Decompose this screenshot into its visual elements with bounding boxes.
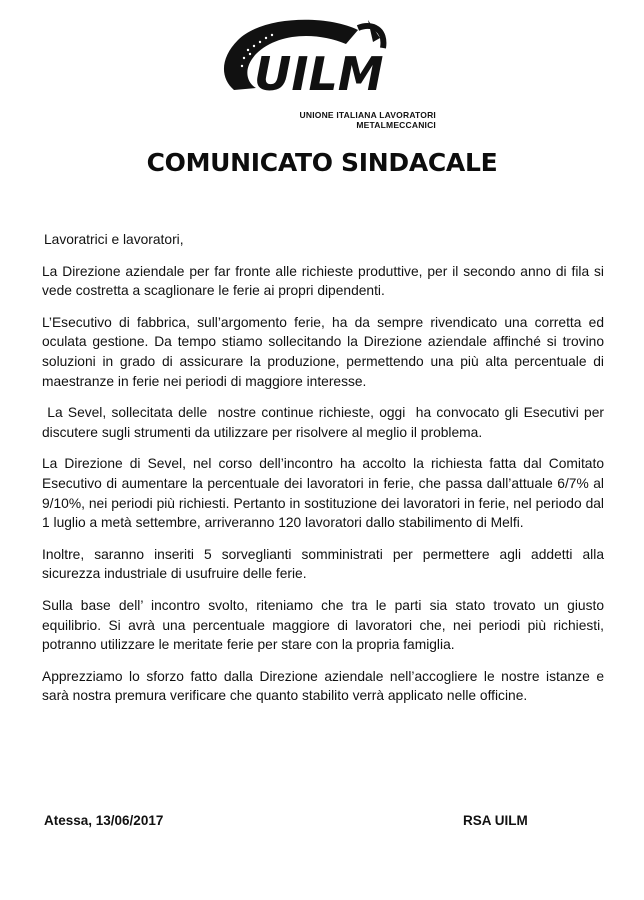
logo-subtitle <box>260 110 436 130</box>
paragraph: La Direzione aziendale per far fronte alle richieste produttive, per il secondo anno di fila si vede costretta a scaglionare le ferie ai propri dipendenti. <box>42 263 604 299</box>
logo-subtitle-line2: METALMECCANICI <box>356 120 436 130</box>
uilm-logo <box>208 10 438 130</box>
paragraph: L’Esecutivo di fabbrica, sull’argomento ferie, ha da sempre rivendicato una corretta ed oculata gestione. Da tempo stiamo sollecitando la Direzione aziendale affinché si trovino soluzioni in grado di assicurare la produzione, permettendo una più alta percentuale di maestranze in ferie nei periodi di maggiore interesse. <box>42 314 604 389</box>
uilm-logo-mark <box>208 10 438 110</box>
paragraph: La Direzione di Sevel, nel corso dell’incontro ha accolto la richiesta fatta dal Comitato Esecutivo di aumentare la percentuale dei lavoratori in ferie, che passa dall’attuale 6/7% al 9/10%, nei periodi più richiesti. Pertanto in sostituzione dei lavoratori in ferie, nel periodo dal 1 luglio a metà settembre, arriveranno 120 lavoratori dallo stabilimento di Melfi. <box>42 456 604 531</box>
paragraph: Sulla base dell’ incontro svolto, riteniamo che tra le parti sia stato trovato un giusto equilibrio. Si avrà una percentuale maggiore di lavoratori che, nei periodi più richiesti, potranno utilizzare le meritate ferie per stare con la propria famiglia. <box>42 597 604 653</box>
salutation: Lavoratrici e lavoratori, <box>44 232 184 247</box>
signature: RSA UILM <box>463 813 528 828</box>
place-date: Atessa, 13/06/2017 <box>44 813 164 828</box>
paragraph: La Sevel, sollecitata delle nostre continue richieste, oggi ha convocato gli Esecutivi per discutere sugli strumenti da utilizzare per risolvere al meglio il problema. <box>42 405 608 440</box>
logo-brand-text: UILM <box>254 47 384 101</box>
logo-subtitle-line1: UNIONE ITALIANA LAVORATORI <box>299 110 436 120</box>
document-title: COMUNICATO SINDACALE <box>146 148 498 177</box>
paragraph: Apprezziamo lo sforzo fatto dalla Direzione aziendale nell’accogliere le nostre istanze e sarà nostra premura verificare che quanto stabilito verrà applicato nelle officine. <box>42 668 604 704</box>
document-body <box>42 230 608 718</box>
paragraph: Inoltre, saranno inseriti 5 sorveglianti somministrati per permettere agli addetti alla sicurezza industriale di usufruire delle ferie. <box>42 546 604 582</box>
